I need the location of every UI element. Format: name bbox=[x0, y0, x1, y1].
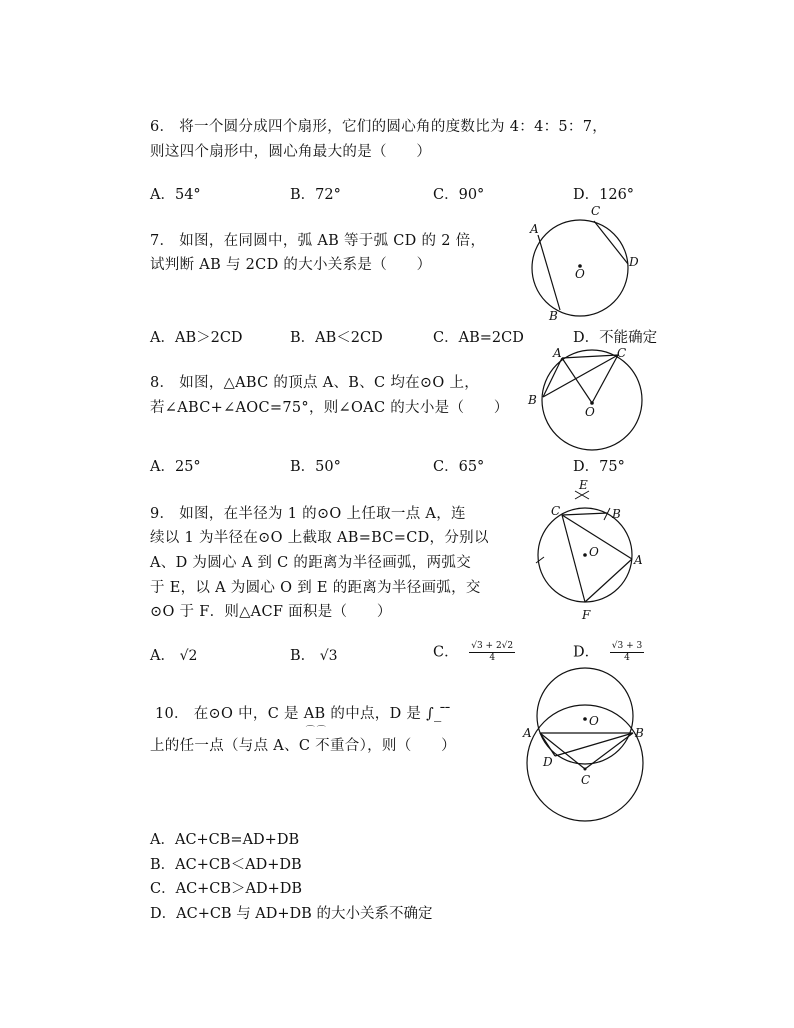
q9-option-a bbox=[150, 646, 197, 666]
q10-line-2: 上的任一点（与点 A、C 不重合），则（ ） bbox=[150, 738, 456, 754]
q7-label-o: O bbox=[575, 267, 585, 281]
q10-line-1 bbox=[155, 704, 452, 736]
q10-label-c: C bbox=[581, 773, 591, 787]
q10-label-d: D bbox=[543, 755, 553, 769]
q9-label-b: B bbox=[612, 507, 621, 521]
q9-label-e: E bbox=[579, 478, 588, 492]
q8-label-o: O bbox=[585, 405, 595, 419]
q7-chord-cd bbox=[594, 221, 628, 264]
q9-option-c-prefix: C． bbox=[433, 644, 459, 661]
q8-label-c: C bbox=[617, 346, 627, 360]
q8-figure bbox=[525, 340, 655, 460]
q6-line-1: 6． 将一个圆分成四个扇形，它们的圆心角的度数比为 4：4：5：7， bbox=[150, 119, 608, 135]
q9-option-b bbox=[290, 646, 338, 666]
q9-line-1: 9． 如图，在半径为 1 的⊙O 上任取一点 A，连 bbox=[150, 506, 466, 522]
q10-line-1-mid: 的中点，D 是 bbox=[330, 706, 422, 722]
q10-figure bbox=[515, 668, 655, 828]
q10-line-cb bbox=[585, 733, 633, 769]
q6-option-d: D．126° bbox=[573, 187, 635, 203]
q9-option-d bbox=[573, 641, 644, 664]
q10-label-b: B bbox=[635, 726, 644, 740]
q9-tick-d bbox=[536, 557, 544, 563]
q8-circle bbox=[542, 350, 642, 450]
q9-label-c: C bbox=[551, 504, 561, 518]
q7-option-d: D．不能确定 bbox=[573, 330, 658, 346]
q10-line-1-pre: 10． 在⊙O 中，C 是 bbox=[155, 706, 299, 722]
q9-option-c-numerator: √3 + 2√2 bbox=[471, 641, 514, 651]
q7-chord-ab bbox=[538, 235, 560, 310]
q6-option-c: C．90° bbox=[433, 187, 485, 203]
q7-label-c: C bbox=[591, 204, 601, 218]
q8-option-b: B．50° bbox=[290, 459, 341, 475]
q10-point-c bbox=[584, 768, 587, 771]
q9-line-2: 续以 1 为半径在⊙O 上截取 AB=BC=CD，分别以 bbox=[150, 530, 489, 546]
q10-label-a: A bbox=[523, 726, 532, 740]
q8-option-c: C．65° bbox=[433, 459, 485, 475]
q9-label-f: F bbox=[582, 608, 591, 622]
q9-option-c-denominator: 4 bbox=[489, 653, 496, 663]
q9-option-b-prefix: B． bbox=[290, 648, 316, 664]
q9-chord-cb bbox=[562, 513, 608, 515]
q8-label-b: B bbox=[528, 393, 537, 407]
q9-option-d-prefix: D． bbox=[573, 644, 600, 661]
q9-label-o: O bbox=[589, 545, 599, 559]
q10-line-ad bbox=[540, 733, 555, 756]
q9-arc-mark-e bbox=[575, 491, 589, 499]
q7-label-b: B bbox=[549, 309, 558, 323]
q10-arc-ab-mark: ⌒⌒ bbox=[305, 726, 328, 736]
q8-radius-oa bbox=[562, 358, 592, 403]
q9-option-c bbox=[433, 641, 515, 664]
q10-line-1-garbled: ∫_ ̄ ̄ bbox=[426, 706, 452, 722]
q9-option-c-fraction bbox=[469, 641, 515, 664]
q10-line-db bbox=[555, 733, 633, 756]
q8-line-2: 若∠ABC+∠AOC=75°，则∠OAC 的大小是（ ） bbox=[150, 400, 509, 416]
q7-line-2: 试判断 AB 与 2CD 的大小关系是（ ） bbox=[150, 257, 432, 273]
q9-chord-cf bbox=[562, 515, 585, 602]
q9-option-d-fraction bbox=[610, 641, 644, 664]
q9-line-5: ⊙O 于 F．则△ACF 面积是（ ） bbox=[150, 604, 392, 620]
q6-option-a: A．54° bbox=[150, 187, 201, 203]
q9-label-a: A bbox=[634, 553, 643, 567]
q9-option-d-numerator: √3 + 3 bbox=[611, 641, 643, 651]
q9-option-a-value: √2 bbox=[179, 648, 198, 664]
q7-line-1: 7． 如图，在同圆中，弧 AB 等于弧 CD 的 2 倍， bbox=[150, 233, 486, 249]
q9-center-dot bbox=[583, 553, 587, 557]
q7-option-b: B．AB＜2CD bbox=[290, 330, 383, 346]
q7-label-d: D bbox=[629, 255, 639, 269]
q10-option-b: B．AC+CB＜AD+DB bbox=[150, 857, 302, 873]
q9-option-b-value: √3 bbox=[319, 648, 338, 664]
q10-option-d: D．AC+CB 与 AD+DB 的大小关系不确定 bbox=[150, 906, 433, 922]
q8-line-1: 8． 如图，△ABC 的顶点 A、B、C 均在⊙O 上， bbox=[150, 375, 480, 391]
q7-option-c: C．AB=2CD bbox=[433, 330, 524, 346]
q10-label-o: O bbox=[589, 714, 599, 728]
q8-label-a: A bbox=[553, 346, 562, 360]
q7-label-a: A bbox=[530, 222, 539, 236]
q6-option-b: B．72° bbox=[290, 187, 341, 203]
q10-center-dot bbox=[583, 717, 587, 721]
q10-arc-ab bbox=[303, 704, 328, 736]
q9-line-3: A、D 为圆心 A 到 C 的距离为半径画弧，两弧交 bbox=[150, 555, 472, 571]
q10-option-a: A．AC+CB=AD+DB bbox=[150, 832, 300, 848]
q8-option-a: A．25° bbox=[150, 459, 201, 475]
q10-option-c: C．AC+CB＞AD+DB bbox=[150, 881, 303, 897]
q9-option-d-denominator: 4 bbox=[624, 653, 630, 663]
q9-figure bbox=[528, 475, 658, 625]
q10-arc-ab-text: AB bbox=[303, 706, 326, 722]
q9-line-4: 于 E，以 A 为圆心 O 到 E 的距离为半径画弧，交 bbox=[150, 580, 481, 596]
q7-option-a: A．AB＞2CD bbox=[150, 330, 243, 346]
q9-option-a-prefix: A． bbox=[150, 648, 175, 664]
q6-line-2: 则这四个扇形中，圆心角最大的是（ ） bbox=[150, 144, 432, 160]
q7-figure bbox=[525, 200, 655, 325]
q8-option-d: D．75° bbox=[573, 459, 625, 475]
